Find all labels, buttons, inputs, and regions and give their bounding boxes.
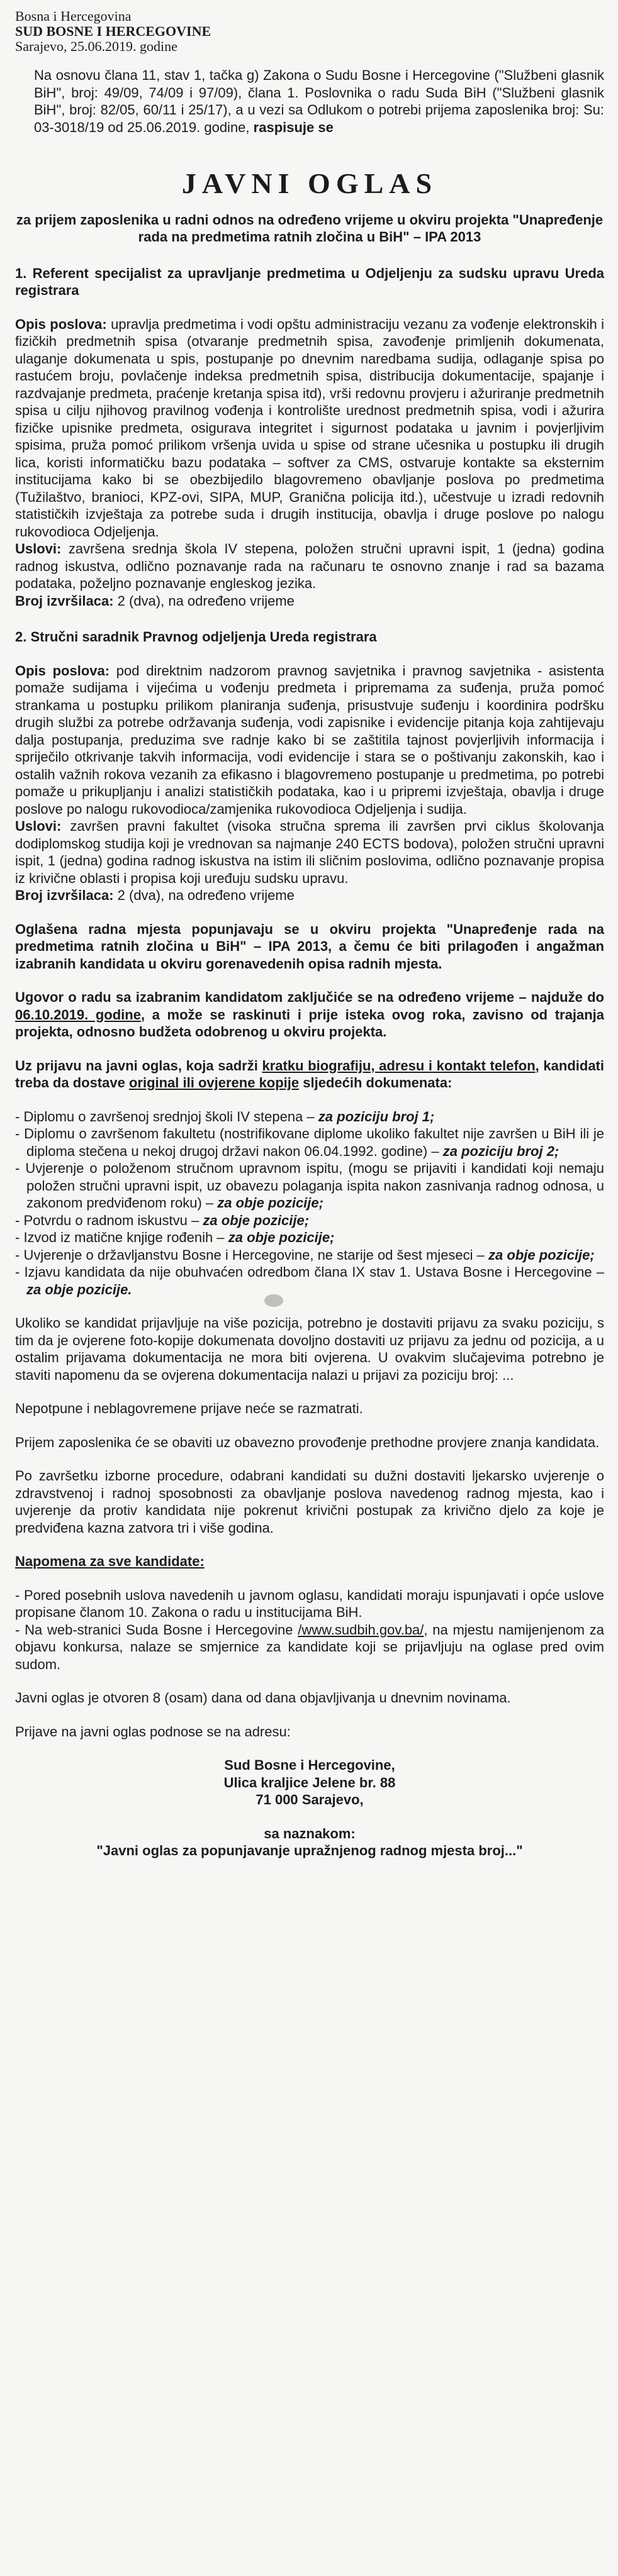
label-requirements: Uslovi: [15,818,62,834]
list-item [15,1263,604,1298]
napomena-2-a: - Na web-stranici Suda Bosne i Hercegovine [15,1621,298,1638]
label-count: Broj izvršilaca: [15,592,114,609]
letterhead [15,9,604,54]
list-item [15,1160,604,1212]
documents-list [15,1108,604,1299]
header-court: SUD BOSNE I HERCEGOVINE [15,23,211,39]
contract-deadline: 06.10.2019. godine [15,1006,141,1023]
address-line: Sud Bosne i Hercegovine, [224,1757,395,1773]
list-item [15,1108,604,1126]
docs-intro-underline: kratku biografiju, adresu i kontakt telefon [262,1057,536,1074]
docs-intro-underline-2: original ili ovjerene kopije [128,1075,300,1091]
label-duties: Opis poslova: [15,316,107,332]
position-2-duties [15,662,604,818]
header-country: Bosna i Hercegovina [15,8,132,24]
doc-scope: za obje pozicije; [228,1230,335,1245]
count-text: 2 (dva), na određeno vrijeme [117,592,295,609]
label-marking: sa naznakom: [264,1825,356,1841]
doc-text: - Uvjerenje o položenom stručnom upravnom ispitu, (mogu se prijaviti i kandidati koji nemaju položen stručni upravni ispit, uz obavezu polaganja ispita nakon zasnivanja radnog odnosa, u zakonom predviđenom roku) – [15,1160,604,1211]
position-1-heading: 1. Referent specijalist za upravljanje predmetima u Odjeljenju za sudsku upravu Ureda registrara [15,265,604,298]
doc-scope: za obje pozicije; [203,1212,310,1228]
position-2 [15,628,604,904]
position-1-count [15,592,604,610]
label-count: Broj izvršilaca: [15,887,114,903]
doc-text: - Izvod iz matične knjige rođenih – [15,1230,228,1245]
header-date: Sarajevo, 25.06.2019. godine [15,38,177,54]
docs-intro-b: , kandidati treba da dostave [15,1057,604,1091]
incomplete-applications-note: Nepotpune i neblagovremene prijave neće se razmatrati. [15,1401,363,1416]
contract-note [15,989,604,1041]
duties-text: pod direktnim nadzorom pravnog savjetnika i pravnog savjetnika - asistenta pomaže sudijama i vijećima u vođenju predmeta i pripremama za suđenja, pruža pomoć strankama u postupku prilikom planiranja suđenja, prisustvuje suđenju i koordinira podršku drugih službi za potrebe održavanja suđenja, vodi zapisnike i evidencije pitanja koja zahtijevaju dalja postupanja, preduzima sve radnje kako bi se zaštitila tajnost povjerljivih informacija i spriječilo otkrivanje takvih informacija, vodi evidencije i stara se o poštivanju zakonskih, kao i ostalih važnih rokova vezanih za efikasno i blagovremeno postupanje u predmetima, po potrebi pomaže u prikupljanju i analizi statističkih podataka, kao i u pripremi izvještaja, obavlja i druge poslove po nalogu rukovodioca/zamjenika rukovodioca Odjeljenja i sudija. [15,662,604,817]
address-line: Ulica kraljice Jelene br. 88 [223,1774,396,1790]
label-requirements: Uslovi: [15,541,62,557]
intro-text: Na osnovu člana 11, stav 1, tačka g) Zakona o Sudu Bosne i Hercegovine ("Službeni glasnik BiH", broj: 49/09, 74/09 i 97/09), člana 1. Poslovnika o radu Suda BiH ("Službeni glasnik BiH", broj: 82/05, 60/11 i 25/17), a u vezi sa Odlukom o potrebi prijema zaposlenika broj: Su: 03-3018/19 od 25.06.2019. godine, [34,67,604,135]
list-item [15,1246,604,1264]
doc-text: - Izjavu kandidata da nije obuhvaćen odredbom člana IX stav 1. Ustava Bosne i Hercegovine – [15,1264,604,1280]
duties-text: upravlja predmetima i vodi opštu administraciju vezanu za vođenje elektronskih i fizičkih predmetnih spisa (otvaranje predmetnih spisa, zavođenje primljenih dokumenata, ulaganje dokumenata u spis, postupanje po dnevnim naredbama sudija, odlaganje spisa po rastućem broju, povlačenje indeksa predmetnih spisa, distribucija dokumentacije, spajanje i razdvajanje predmeta, praćenje kretanja spisa itd), vrši redovnu provjeru i ažuriranje predmetnih spisa u cilju njihovog pravilnog vođenja i kontrolište urednost predmetnih spisa, vodi i ažurira fizičke upisnike predmeta, osigurava integritet i sigurnost podataka u javnim i povjerljivim spisima, pruža pomoć prilikom vršenja uvida u spise od strane učesnika u postupku ili drugih lica, koristi informatičku bazu podataka – softver za CMS, ostvaruje kontakte sa eksternim institucijama kako bi se obezbijedilo blagovremeno obavljanje poslova po predmetima (Tužilaštvo, branioci, KPZ-ovi, SIPA, MUP, Granična policija itd.), učestvuje u izradi redovnih statističkih izvještaja za potrebe suda i drugih institucija, obavlja i druge poslove po nalogu rukovodioca Odjeljenja. [15,316,604,540]
knowledge-check-note: Prijem zaposlenika će se obaviti uz obavezno provođenje prethodne provjere znanja kandidata. [15,1434,600,1450]
count-text: 2 (dva), na određeno vrijeme [117,887,295,903]
doc-scope: za obje pozicije. [26,1281,132,1297]
position-1 [15,265,604,610]
requirements-text: završen pravni fakultet (visoka stručna sprema ili završen prvi ciklus školovanja dodiplomskog studija koji je vrednovan sa najmanje 240 ECTS bodova), položen stručni upravni ispit, 1 (jedna) godina radnog iskustva na istim ili sličnim poslovima, odlično poznavanje propisa iz krivične oblasti i propisa koji uređuju sudsku upravu. [15,818,604,886]
position-2-count [15,887,604,904]
multiple-positions-note: Ukoliko se kandidat prijavljuje na više pozicija, potrebno je dostaviti prijavu za svaku poziciju, s tim da je ovjerene foto-kopije dokumenata dovoljno dostaviti uz prijavu za jednu od pozicija, a u ostalim prijavama dokumentacija ne mora biti ovjerena. U ovakvim slučajevima potrebno je staviti napomenu da se ovjerena dokumentacija nalazi u prijavi za poziciju broj: ... [15,1315,604,1383]
address-intro: Prijave na javni oglas podnose se na adresu: [15,1723,291,1740]
requirements-text: završena srednja škola IV stepena, položen stručni upravni ispit, 1 (jedna) godina radnog iskustva, odlično poznavanje rada na računaru te osnovno znanje i rad sa bazama podataka, poželjno poznavanje engleskog jezika. [15,541,604,591]
doc-scope: za obje pozicije; [488,1246,595,1263]
position-2-requirements [15,818,604,887]
address-line: 71 000 Sarajevo, [256,1792,364,1807]
label-duties: Opis poslova: [15,662,110,679]
after-selection-note: Po završetku izborne procedure, odabrani kandidati su dužni dostaviti ljekarsko uvjerenje o zdravstvenoj i radnoj sposobnosti za obavljanje poslova navedenog radnog mjesta, kao i uvjerenje da protiv kandidata nije pokrenut krivični postupak za krivično djelo za koje je predviđena kazna zatvora tri i više godina. [15,1468,604,1536]
napomena-2-b: , na mjestu namijenjenom za objavu konkursa, nalaze se smjernice za kandidate koji se prijavljuju na oglase pred ovim sudom. [15,1621,604,1672]
doc-text: - Diplomu o završenoj srednjoj školi IV stepena – [15,1108,318,1124]
position-1-duties [15,316,604,541]
position-2-heading: 2. Stručni saradnik Pravnog odjeljenja Ureda registrara [15,629,377,645]
intro-end: raspisuje se [253,119,334,135]
napomena-1: - Pored posebnih uslova navedenih u javnom oglasu, kandidati moraju ispunjavati i opće uslove propisane članom 10. Zakona o radu u institucijama BiH. [15,1587,604,1620]
doc-scope: za poziciju broj 1; [318,1108,435,1124]
intro-paragraph [15,67,604,136]
documents-intro [15,1057,604,1092]
doc-text: - Uvjerenje o državljanstvu Bosne i Hercegovine, ne starije od šest mjeseci – [15,1246,489,1263]
contract-note-a: Ugovor o radu sa izabranim kandidatom zaključiće se na određeno vrijeme – najduže do [15,989,604,1005]
position-1-requirements [15,540,604,592]
napomena-heading: Napomena za sve kandidate: [15,1553,205,1569]
subtitle: za prijem zaposlenika u radni odnos na određeno vrijeme u okviru projekta "Unapređenje rada na predmetima ratnih zločina u BiH" – IPA 2013 [16,211,604,245]
docs-intro-a: Uz prijavu na javni oglas, koja sadrži [15,1057,262,1074]
ink-smudge [264,1294,283,1307]
page-title: JAVNI OGLAS [181,167,438,199]
doc-scope: za poziciju broj 2; [442,1143,559,1159]
list-item [15,1229,604,1246]
contract-note-b: , a može se raskinuti i prije isteka ovog roka, zavisno od trajanja projekta, odnosno budžeta odobrenog u okviru projekta. [15,1006,604,1040]
mailing-address [15,1757,604,1860]
docs-intro-c: sljedećih dokumenata: [299,1075,452,1091]
project-note: Oglašena radna mjesta popunjavaju se u okviru projekta "Unapređenje rada na predmetima ratnih zločina u BiH" – IPA 2013, a čemu će biti prilagođen i angažman izabranih kandidata u okviru gorenavedenih opisa radnih mjesta. [15,921,604,972]
napomena-2 [15,1621,604,1674]
envelope-marking: "Javni oglas za popunjavanje upražnjenog radnog mjesta broj..." [96,1843,523,1858]
open-period-note: Javni oglas je otvoren 8 (osam) dana od dana objavljivanja u dnevnim novinama. [15,1690,511,1706]
list-item [15,1212,604,1230]
court-website-link[interactable]: /www.sudbih.gov.ba/ [298,1621,424,1638]
doc-scope: za obje pozicije; [217,1195,323,1211]
doc-text: - Diplomu o završenom fakultetu (nostrifikovane diplome ukoliko fakultet nije završen u BiH ili je diploma stečena u nekoj drugoj državi nakon 06.04.1992. godine) – [15,1126,604,1159]
doc-text: - Potvrdu o radnom iskustvu – [15,1212,203,1228]
list-item [15,1125,604,1160]
